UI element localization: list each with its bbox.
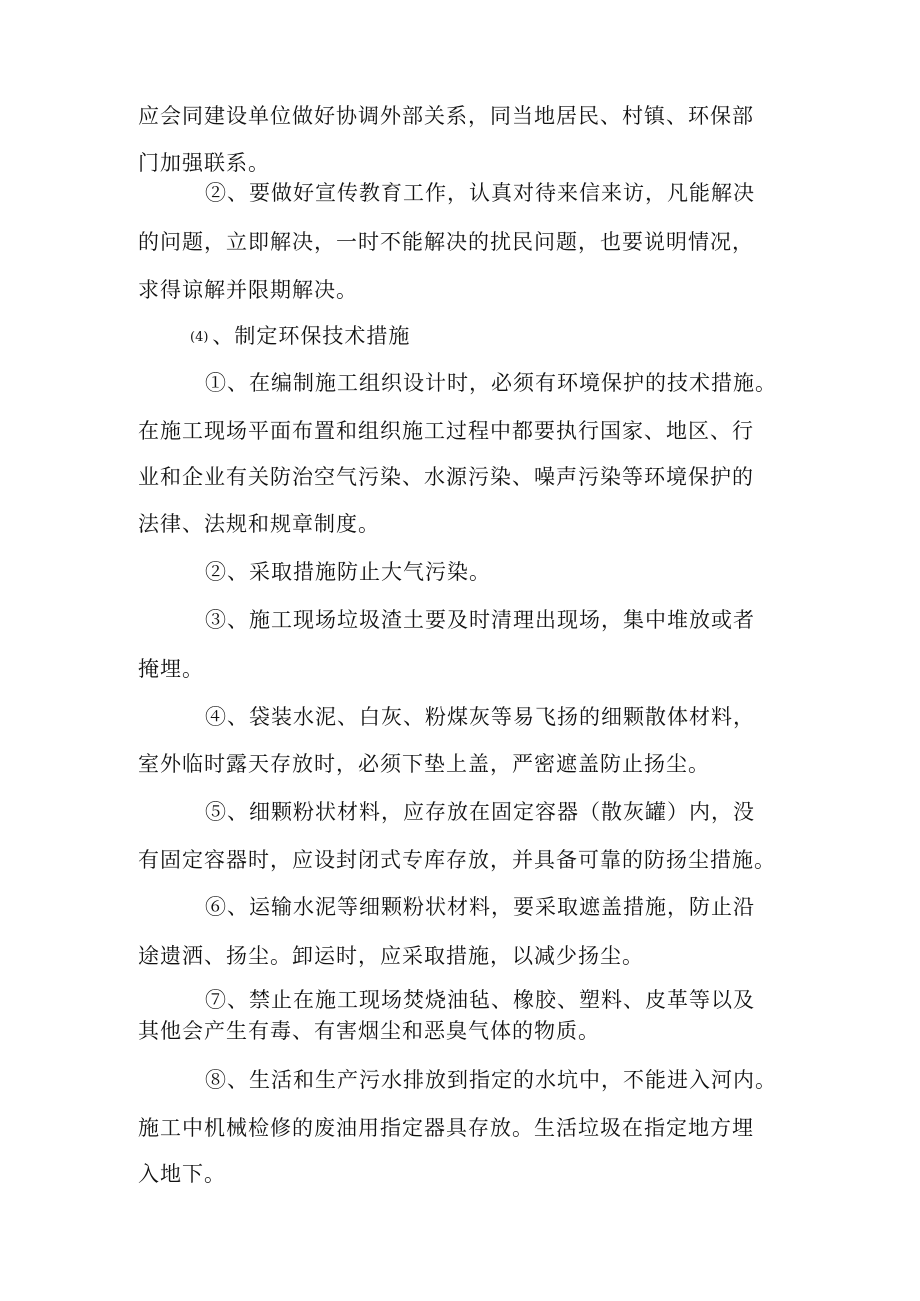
paragraph-line: ⑦、禁止在施工现场焚烧油毡、橡胶、塑料、皮革等以及	[205, 988, 755, 1012]
paragraph-line: ⑤、细颗粉状材料，应存放在固定容器（散灰罐）内，没	[205, 800, 755, 824]
section-heading	[190, 321, 410, 355]
paragraph-line: 有固定容器时，应设封闭式专库存放，并具备可靠的防扬尘措施。	[138, 848, 776, 872]
paragraph-line: ⑧、生活和生产污水排放到指定的水坑中，不能进入河内。	[205, 1068, 777, 1092]
paragraph-line: ⑥、运输水泥等细颗粉状材料，要采取遮盖措施，防止沿	[205, 895, 755, 919]
paragraph-line: 施工中机械检修的废油用指定器具存放。生活垃圾在指定地方埋	[138, 1116, 754, 1140]
paragraph-line: 求得谅解并限期解决。	[138, 278, 358, 302]
paragraph-line: 业和企业有关防治空气污染、水源污染、噪声污染等环境保护的	[138, 465, 754, 489]
paragraph-line: 途遗洒、扬尘。卸运时，应采取措施，以减少扬尘。	[138, 944, 644, 968]
paragraph-line: ④、袋装水泥、白灰、粉煤灰等易飞扬的细颗散体材料，	[205, 705, 755, 729]
paragraph-line: ①、在编制施工组织设计时，必须有环境保护的技术措施。	[205, 371, 777, 395]
paragraph-line: 室外临时露天存放时，必须下垫上盖，严密遮盖防止扬尘。	[138, 752, 710, 776]
paragraph-line: 掩埋。	[138, 657, 204, 681]
paragraph-line: 其他会产生有毒、有害烟尘和恶臭气体的物质。	[138, 1019, 600, 1043]
paragraph-line: 的问题，立即解决，一时不能解决的扰民问题，也要说明情况，	[138, 230, 754, 254]
paragraph-line: ③、施工现场垃圾渣土要及时清理出现场，集中堆放或者	[205, 608, 755, 632]
paragraph-line: ②、采取措施防止大气污染。	[205, 560, 491, 584]
paragraph-line: 入地下。	[138, 1162, 226, 1186]
paragraph-line: 法律、法规和规章制度。	[138, 512, 380, 536]
heading-title: 、制定环保技术措施	[212, 324, 411, 348]
paragraph-line: 在施工现场平面布置和组织施工过程中都要执行国家、地区、行	[138, 419, 754, 443]
heading-number: (4)	[190, 330, 209, 345]
paragraph-line: 门加强联系。	[138, 151, 270, 175]
paragraph-line: ②、要做好宣传教育工作，认真对待来信来访，凡能解决	[205, 181, 755, 205]
paragraph-line: 应会同建设单位做好协调外部关系，同当地居民、村镇、环保部	[138, 104, 754, 128]
